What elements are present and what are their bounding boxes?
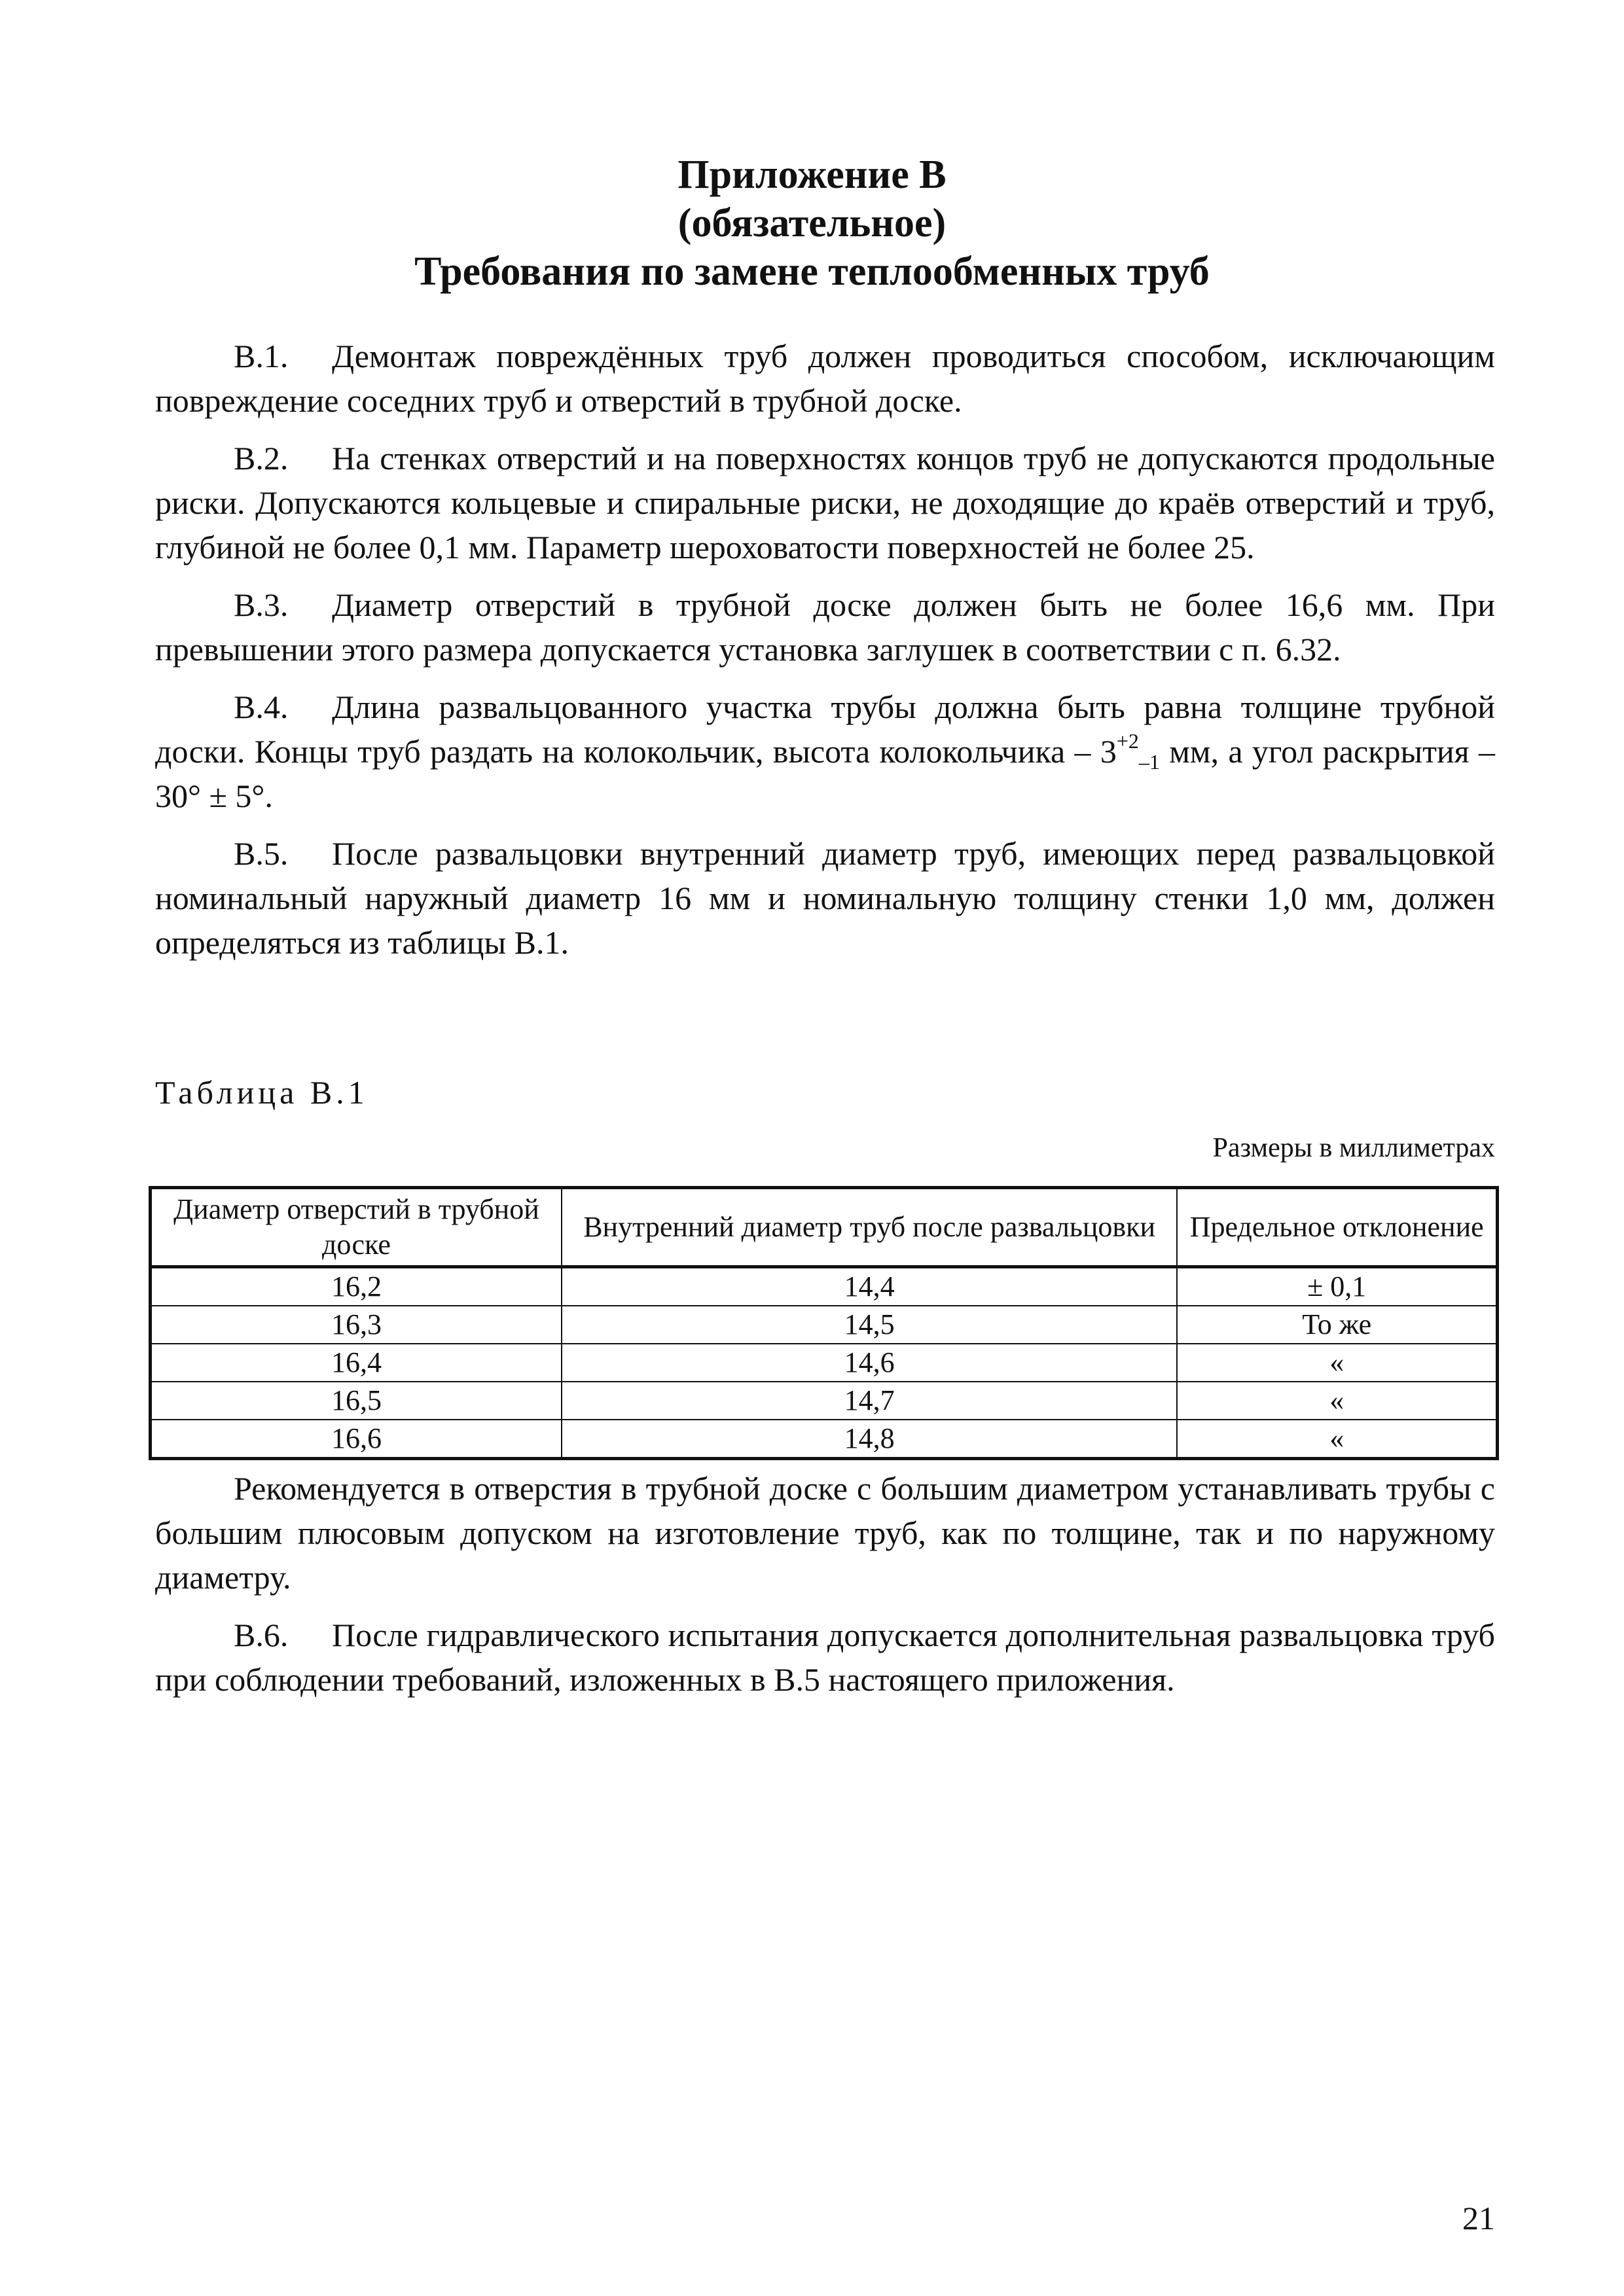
table-row [151,1420,1498,1459]
table-row [151,1382,1498,1420]
paragraph-text-continued: мм, а угол раскрытия – 30° ± 5°. [155,733,1496,814]
table-row [151,1306,1498,1344]
table-cell: 16,4 [151,1344,562,1382]
table-cell: 16,5 [151,1382,562,1420]
paragraph-number: В.4. [234,689,289,725]
column-header-inner-diameter: Внутренний диаметр труб после развальцовки [562,1188,1177,1267]
tolerance-lower: –1 [1138,750,1160,774]
table-caption: Таблица В.1 [155,1074,369,1111]
table-cell: 16,3 [151,1306,562,1344]
table-cell: 16,2 [151,1267,562,1306]
paragraph-text: После гидравлического испытания допускается дополнительная развальцовка труб при соблюдении требований, изложенных в В.5 настоящего приложения. [155,1617,1495,1698]
paragraph-text: Диаметр отверстий в трубной доске должен быть не более 16,6 мм. При превышении этого размера допускается установка заглушек в соответствии с п. 6.32. [155,586,1495,668]
paragraph-number: В.6. [234,1617,289,1653]
post-table-text [155,1466,1495,1715]
appendix-title: Приложение В [677,152,947,197]
paragraph-b6 [155,1613,1495,1702]
table-cell: 14,6 [562,1344,1177,1382]
paragraph-number: В.1. [234,338,289,374]
table-cell: 14,8 [562,1420,1177,1459]
appendix-status: (обязательное) [677,201,947,245]
units-note: Размеры в миллиметрах [1212,1133,1495,1163]
paragraph-text: Длина развальцованного участка трубы должна быть равна толщине трубной доски. Концы труб раздать на колокольчик, высота колокольчика – 3 [155,689,1495,770]
paragraph-text: Рекомендуется в отверстия в трубной доске с большим диаметром устанавливать трубы с большим плюсовым допуском на изготовление труб, как по толщине, так и по наружному диаметру. [155,1470,1495,1596]
paragraph-b5 [155,831,1495,965]
paragraph-number: В.3. [234,586,289,623]
paragraph-text: На стенках отверстий и на поверхностях концов труб не допускаются продольные риски. Допускаются кольцевые и спиральные риски, не доходящие до краёв отверстий и труб, глубиной не более 0,1 мм. Параметр шероховатости поверхностей не более 25. [155,440,1495,565]
column-header-hole-diameter: Диаметр отверстий в трубной доске [151,1188,562,1267]
table-cell: ± 0,1 [1177,1267,1497,1306]
paragraph-number: В.2. [234,440,289,476]
paragraph-b1 [155,334,1495,423]
table-cell: То же [1177,1306,1497,1344]
paragraph-number: В.5. [234,835,289,872]
table-cell: « [1177,1382,1497,1420]
table-cell: « [1177,1344,1497,1382]
recommendation-paragraph [155,1466,1495,1600]
table-header-row [151,1188,1498,1267]
paragraph-b3 [155,583,1495,672]
paragraph-b4 [155,685,1495,818]
column-header-tolerance: Предельное отклонение [1177,1188,1497,1267]
table-cell: 16,6 [151,1420,562,1459]
paragraph-text: Демонтаж повреждённых труб должен проводиться способом, исключающим повреждение соседних труб и отверстий в трубной доске. [155,338,1495,419]
tolerance-upper: +2 [1116,729,1139,753]
paragraph-b2 [155,436,1495,569]
table-cell: « [1177,1420,1497,1459]
paragraph-text: После развальцовки внутренний диаметр труб, имеющих перед развальцовкой номинальный наружный диаметр 16 мм и номинальную толщину стенки 1,0 мм, должен определяться из таблицы В.1. [155,835,1495,961]
page-number: 21 [1462,2200,1495,2236]
appendix-subject: Требования по замене теплообменных труб [414,249,1210,294]
table-cell: 14,5 [562,1306,1177,1344]
table-cell: 14,7 [562,1382,1177,1420]
main-text [155,334,1495,978]
table-row [151,1344,1498,1382]
dimensions-table [149,1186,1499,1460]
table-row [151,1267,1498,1306]
table-cell: 14,4 [562,1267,1177,1306]
